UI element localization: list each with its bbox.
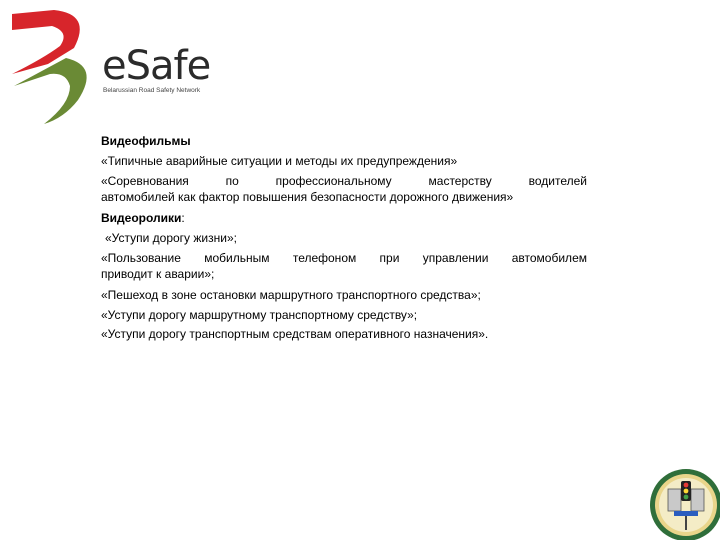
video-clips-heading: Видеоролики bbox=[101, 211, 182, 225]
brand-name: eSafe bbox=[102, 43, 211, 89]
traffic-safety-emblem bbox=[648, 459, 720, 540]
brand-subtitle: Belarussian Road Safety Network bbox=[103, 87, 201, 94]
video-clips-heading-line bbox=[101, 209, 587, 229]
traffic-safety-emblem-icon bbox=[648, 459, 720, 540]
video-clips-colon: : bbox=[181, 211, 185, 225]
clip-item-3: «Пешеход в зоне остановки маршрутного транспортного средства»; bbox=[101, 288, 481, 302]
clip-item-4: «Уступи дорогу маршрутному транспортному средству»; bbox=[101, 307, 418, 322]
film-item-1: «Типичные аварийные ситуации и методы их предупреждения» bbox=[101, 153, 458, 168]
film-item-2-line-1: «Соревнования по профессиональному мастерству водителей bbox=[101, 174, 587, 188]
clip-item-2-line-1: «Пользование мобильным телефоном при управлении автомобилем bbox=[101, 251, 587, 265]
clip-item-1: «Уступи дорогу жизни»; bbox=[105, 230, 237, 245]
film-item-2-line-2: автомобилей как фактор повышения безопасности дорожного движения» bbox=[101, 190, 514, 204]
esafe-logo bbox=[8, 6, 213, 126]
content-block bbox=[101, 132, 587, 345]
esafe-logo-mark-icon bbox=[8, 6, 108, 126]
clip-item-5: «Уступи дорогу транспортным средствам оперативного назначения». bbox=[101, 327, 489, 341]
clip-item-2-line-2: приводит к аварии»; bbox=[101, 267, 215, 281]
video-films-heading: Видеофильмы bbox=[101, 134, 191, 148]
